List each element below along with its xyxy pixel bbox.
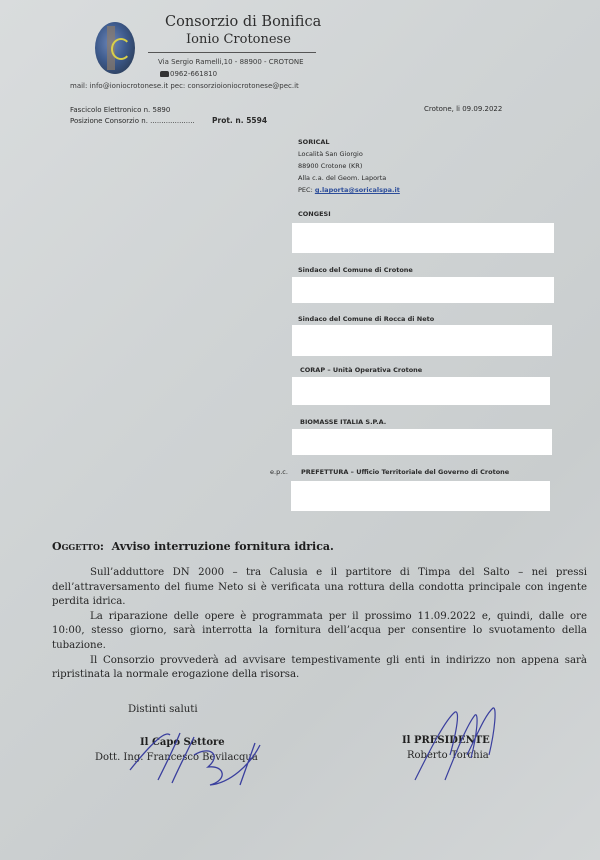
org-phone	[160, 70, 217, 78]
letter-body	[52, 566, 587, 683]
recipient-biomasse: BIOMASSE ITALIA S.P.A.	[300, 418, 387, 426]
place-date: Crotone, li 09.09.2022	[424, 105, 503, 113]
recipient-sorical	[298, 136, 400, 196]
recipient-corap: CORAP – Unità Operativa Crotone	[300, 366, 423, 374]
body-paragraph: Sull’adduttore DN 2000 – tra Calusia e il partitore di Timpa del Salto – nei pressi dell’attraversamento del fiume Neto si è verificata una rottura della condotta principale con ingente perdita idrica.	[52, 567, 587, 608]
org-subname: Ionio Crotonese	[186, 32, 291, 47]
recipient-line: Alla c.a. del Geom. Laporta	[298, 174, 387, 182]
recipient-sindaco-rocca-di-neto: Sindaco del Comune di Rocca di Neto	[298, 315, 435, 323]
subject-label: Oggetto:	[52, 540, 104, 553]
pec-label: PEC:	[298, 186, 315, 194]
redacted-address-box	[291, 481, 550, 511]
body-paragraph: Il Consorzio provvederà ad avvisare tempestivamente gli enti in indirizzo non appena sarà ripristinata la normale erogazione della risorsa.	[52, 654, 587, 681]
redacted-address-box	[292, 377, 550, 405]
posizione-consorzio: Posizione Consorzio n. ....................	[70, 117, 195, 125]
redacted-address-box	[292, 223, 554, 253]
consorzio-logo-icon	[95, 22, 135, 74]
handwritten-signature-right-icon	[405, 700, 515, 785]
signature-right-title: Il PRESIDENTE	[402, 735, 490, 746]
telephone-icon	[160, 71, 169, 77]
header-divider	[148, 52, 316, 53]
redacted-address-box	[292, 429, 552, 455]
org-name: Consorzio di Bonifica	[165, 14, 322, 30]
closing-salutation: Distinti saluti	[128, 704, 198, 715]
handwritten-signature-left-icon	[110, 725, 280, 795]
org-contacts: mail: info@ioniocrotonese.it pec: consorzioioniocrotonese@pec.it	[70, 82, 299, 90]
fascicolo-number: Fascicolo Elettronico n. 5890	[70, 106, 171, 114]
redacted-address-box	[292, 277, 554, 303]
protocol-number: Prot. n. 5594	[212, 116, 268, 125]
redacted-address-box	[292, 325, 552, 356]
recipient-name: SORICAL	[298, 138, 330, 146]
body-paragraph: La riparazione delle opere è programmata per il prossimo 11.09.2022 e, quindi, dalle ore 10:00, stesso giorno, sarà interrotta la fornitura dell’acqua per consentire lo svuotamento della tubazione.	[52, 610, 587, 651]
recipient-sindaco-crotone: Sindaco del Comune di Crotone	[298, 266, 413, 274]
epc-label: e.p.c.	[270, 468, 288, 476]
phone-number: 0962-661810	[170, 70, 218, 78]
subject-line	[52, 540, 334, 553]
recipient-prefettura: PREFETTURA – Ufficio Territoriale del Governo di Crotone	[301, 468, 510, 476]
recipient-line: Località San Giorgio	[298, 150, 363, 158]
org-address: Via Sergio Ramelli,10 - 88900 - CROTONE	[158, 58, 304, 66]
recipient-congesi: CONGESI	[298, 210, 331, 218]
signature-right-name: Roberto Torchia	[407, 750, 489, 761]
subject-text: Avviso interruzione fornitura idrica.	[111, 540, 334, 553]
signature-left-name: Dott. Ing. Francesco Bevilacqua	[95, 752, 258, 763]
signature-left-title: Il Capo Settore	[140, 737, 225, 748]
pec-email-link[interactable]: g.laporta@soricalspa.it	[314, 186, 400, 194]
recipient-line: 88900 Crotone (KR)	[298, 162, 363, 170]
logo-ring-shape	[111, 38, 131, 60]
